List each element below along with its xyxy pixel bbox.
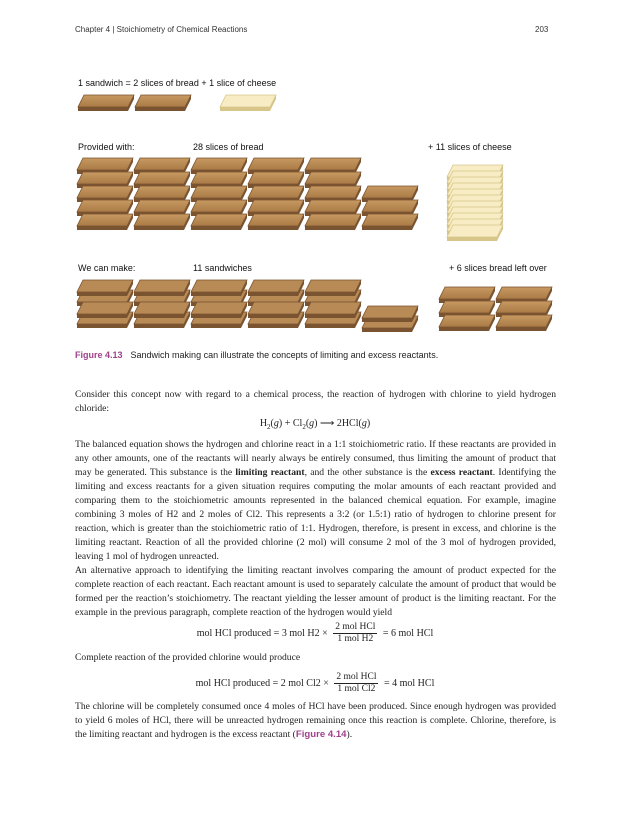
excess-reactant-term: excess reactant [430,467,493,478]
page-number: 203 [535,25,549,34]
p5-part-b: ). [346,729,353,740]
row1-label: 1 sandwich = 2 slices of bread + 1 slice of cheese [78,78,277,88]
bread-slice-5 [77,214,133,230]
paragraph-2 [75,438,556,564]
bread-count-label: 28 slices of bread [193,142,264,152]
paragraph-1: Consider this concept now with regard to a chemical process, the reaction of hydrogen with chlorine to yield hydrogen chloride: [75,389,556,414]
sandwich-5-top [191,280,247,296]
p5-part-a: The chlorine will be completely consumed once 4 moles of HCl have been produced. Since enough hydrogen was provided to yield 6 moles of HCl, there will be unreacted hydrogen remaining once this reaction is complete. Chlorine, therefore, is the limiting reactant and hydrogen is the excess reactant ( [75,701,556,740]
recipe-bread-1 [78,95,134,111]
sandwich-4-top [134,302,190,318]
eq2-fraction [333,622,377,645]
leftover-bread-6 [496,315,552,331]
sandwich-2-top [77,302,133,318]
eq3-denominator: 1 mol Cl2 [337,684,376,694]
sandwich-7-top [248,280,304,296]
recipe-bread-2 [135,95,191,111]
equation-reaction: $H_2(g) + Cl_2(g)$ ⟶ 2HCl(g) [259,418,371,431]
eq3-lhs: mol HCl produced = 2 mol Cl2 × [195,677,329,689]
p2-part-a: The balanced equation shows the hydrogen and chlorine react in a 1:1 stoichiometric ratio. If these reactants are provided in any other amounts, one of the reactants will nearly always be entirely consumed, thus limiting the amount of product that may be generated. This substance is the [75,439,556,478]
eq3-rhs: = 4 mol HCl [383,677,435,689]
eq3-fraction [334,672,378,695]
sandwich-11-top [362,306,418,322]
eq2-numerator: 2 mol HCl [335,622,376,632]
bread-slice-25 [305,214,361,230]
chapter-header: Chapter 4 | Stoichiometry of Chemical Reactions [75,25,248,34]
caption-text: Sandwich making can illustrate the concepts of limiting and excess reactants. [130,350,439,360]
sandwich-count-label: 11 sandwiches [193,263,252,273]
limiting-reactant-term: limiting reactant [235,467,305,478]
eq3-numerator: 2 mol HCl [336,672,377,682]
leftover-label: + 6 slices bread left over [449,263,547,273]
sandwich-3-top [134,280,190,296]
bread-slice-15 [191,214,247,230]
sandwich-10-top [305,302,361,318]
cheese-count-label: + 11 slices of cheese [428,142,512,152]
recipe-cheese [220,95,276,111]
p2-part-b: , and the other substance is the [304,467,431,478]
leftover-bread-3 [439,315,495,331]
sandwich-1-top [77,280,133,296]
bread-slice-20 [248,214,304,230]
sandwich-figure [0,0,630,360]
paragraph-4: Complete reaction of the provided chlorine would produce [75,652,301,663]
caption-number: Figure 4.13 [75,350,123,360]
bread-slice-10 [134,214,190,230]
sandwich-8-top [248,302,304,318]
make-label: We can make: [78,263,136,273]
figure-4-14-link[interactable]: Figure 4.14 [295,729,347,740]
bread-slice-28 [362,214,418,230]
figure-caption [75,350,438,360]
sandwich-6-top [191,302,247,318]
eq2-lhs: mol HCl produced = 3 mol H2 × [196,627,328,639]
sandwich-9-top [305,280,361,296]
provided-label: Provided with: [78,142,135,152]
equation-chlorine [0,672,630,695]
eq2-denominator: 1 mol H2 [337,634,374,644]
paragraph-5 [75,700,556,742]
eq2-rhs: = 6 mol HCl [382,627,434,639]
equation-hydrogen [0,622,630,645]
paragraph-3: An alternative approach to identifying the limiting reactant involves comparing the amount of product expected for the complete reaction of each reactant. Each reactant amount is used to separately calculate the amount of product that would be formed per the reaction’s stoichiometry. The reactant yielding the lesser amount of product is the limiting reactant. For the example in the previous paragraph, complete reaction of the hydrogen would yield [75,565,556,618]
p2-part-c: . Identifying the limiting and excess reactants for a given situation requires computing the molar amounts of each reactant provided and comparing them to the stoichiometric amounts represented in the balanced chemical equation. For example, imagine combining 3 moles of H2 and 2 moles of Cl2. This represents a 3:2 (or 1.5:1) ratio of hydrogen to chlorine present for reaction, which is greater than the stoichiometric ratio of 1:1. Hydrogen, therefore, is present in excess, and chlorine is the limiting reactant. Reaction of all the provided chlorine (2 mol) will consume 2 mol of the 3 mol of hydrogen provided, leaving 1 mol of hydrogen unreacted. [75,467,557,562]
cheese-slice-11 [447,225,503,241]
